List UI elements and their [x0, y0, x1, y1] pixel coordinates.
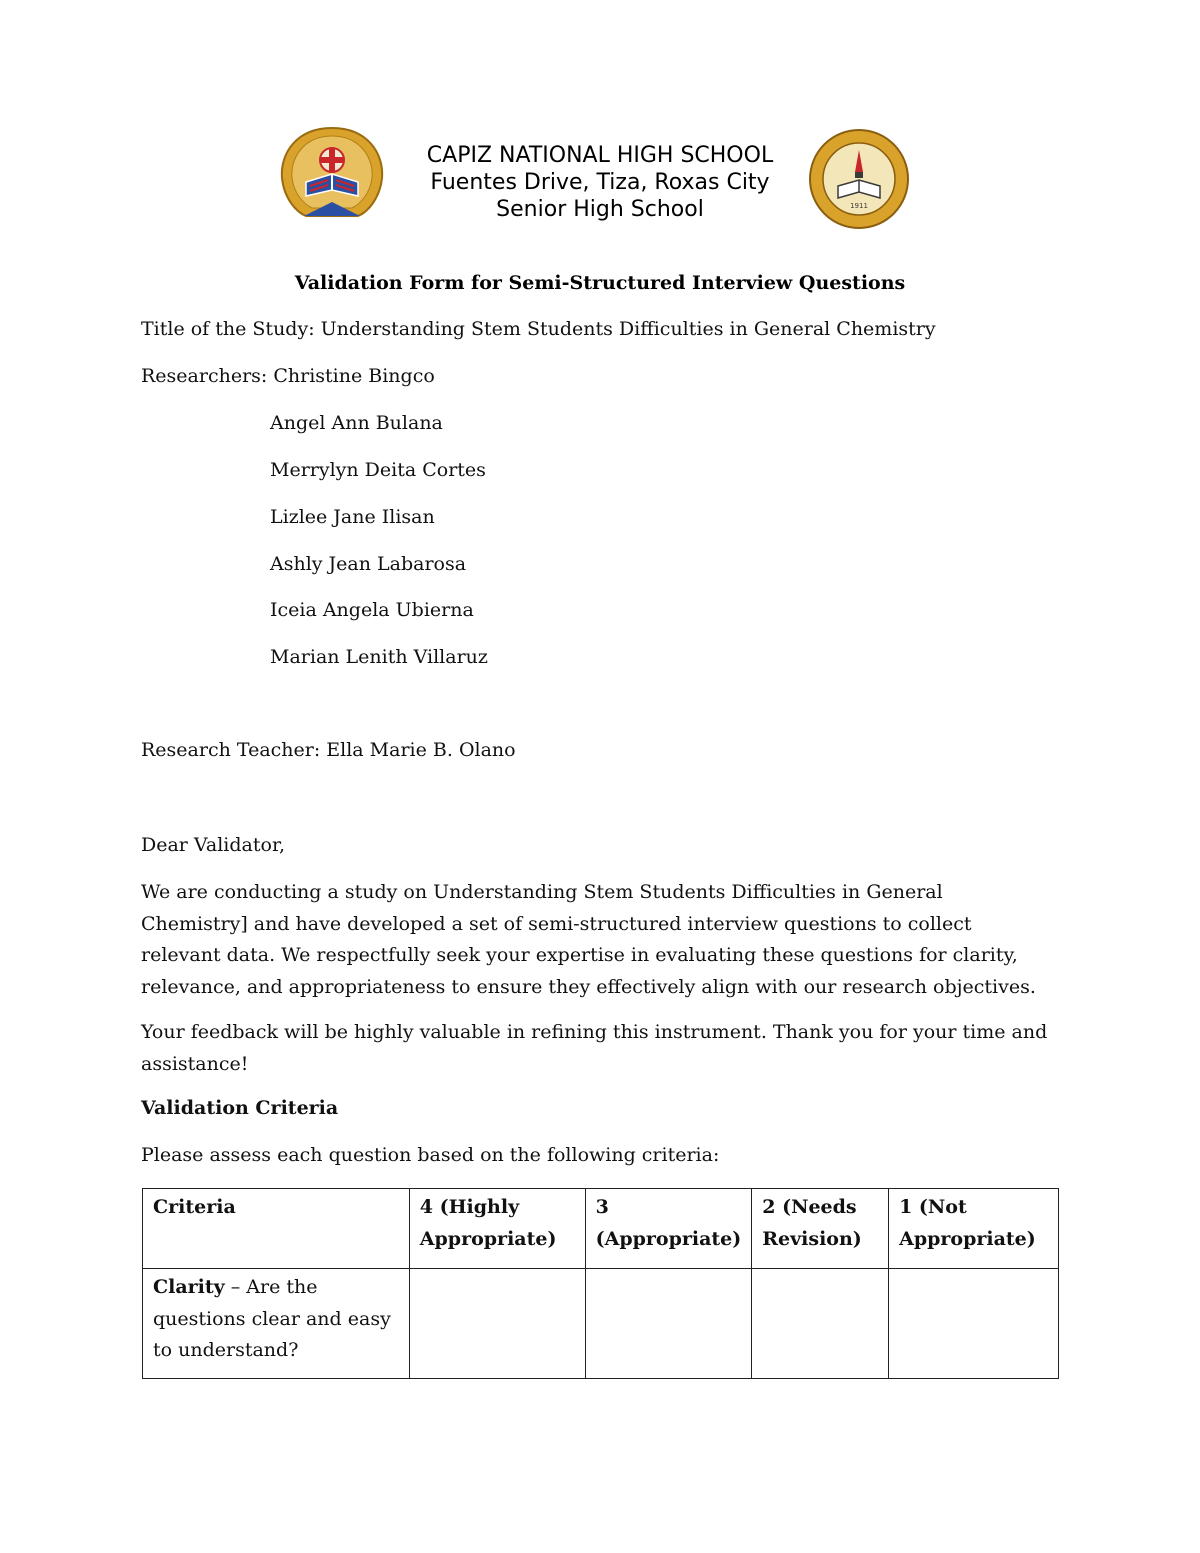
school-seal-right-icon — [808, 128, 910, 230]
researcher-name: Marian Lenith Villaruz — [270, 646, 488, 668]
header-rating-4: 4 (Highly Appropriate) — [409, 1189, 585, 1269]
svg-text:1911: 1911 — [850, 202, 868, 210]
school-address: Fuentes Drive, Tiza, Roxas City — [430, 170, 770, 195]
body-paragraph-1: We are conducting a study on Understanding Stem Students Difficulties in General Chemistry] and have developed a set of semi-structured interview questions to collect relevant data. We respectfully seek your expertise in evaluating these questions for clarity, relevance, and appropriateness to ensure they effectively align with our research objectives. — [141, 881, 1036, 998]
researcher-name: Angel Ann Bulana — [270, 412, 443, 434]
salutation: Dear Validator, — [141, 834, 285, 856]
header-criteria: Criteria — [143, 1189, 410, 1269]
criteria-instruction: Please assess each question based on the following criteria: — [141, 1144, 720, 1166]
research-teacher: Research Teacher: Ella Marie B. Olano — [141, 739, 516, 761]
school-header — [0, 120, 1200, 230]
researcher-name: Ashly Jean Labarosa — [270, 553, 467, 575]
rating-cell-3[interactable] — [585, 1269, 752, 1379]
header-rating-3: 3 (Appropriate) — [585, 1189, 752, 1269]
table-row — [143, 1269, 1059, 1379]
rating-cell-1[interactable] — [889, 1269, 1059, 1379]
document-title: Validation Form for Semi-Structured Interview Questions — [294, 272, 906, 294]
body-paragraph-2: Your feedback will be highly valuable in refining this instrument. Thank you for your time and assistance! — [141, 1021, 1048, 1075]
criterion-cell — [143, 1269, 410, 1379]
study-title: Title of the Study: Understanding Stem Students Difficulties in General Chemistry — [141, 318, 936, 340]
school-seal-left-icon — [276, 124, 388, 224]
school-name: CAPIZ NATIONAL HIGH SCHOOL — [426, 143, 774, 168]
header-rating-1: 1 (Not Appropriate) — [889, 1189, 1059, 1269]
validation-criteria-table — [142, 1188, 1059, 1379]
criterion-name: Clarity — [153, 1276, 225, 1298]
school-department: Senior High School — [496, 197, 704, 222]
researcher-name: Merrylyn Deita Cortes — [270, 459, 486, 481]
criteria-heading: Validation Criteria — [141, 1097, 339, 1119]
researcher-name: Iceia Angela Ubierna — [270, 599, 474, 621]
school-info — [400, 142, 800, 223]
header-rating-2: 2 (Needs Revision) — [752, 1189, 889, 1269]
researcher-name: Lizlee Jane Ilisan — [270, 506, 435, 528]
criterion-description: – Are the questions clear and easy to understand? — [153, 1276, 391, 1361]
rating-cell-4[interactable] — [409, 1269, 585, 1379]
researchers-label: Researchers: Christine Bingco — [141, 365, 435, 387]
rating-cell-2[interactable] — [752, 1269, 889, 1379]
table-header-row — [143, 1189, 1059, 1269]
